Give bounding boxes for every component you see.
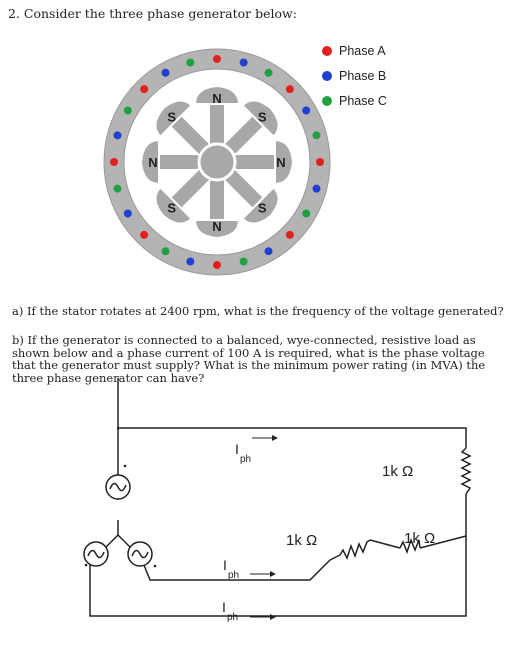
question-part-a: a) If the stator rotates at 2400 rpm, what is the frequency of the voltage generated?	[12, 304, 504, 318]
current-subscript: ph	[240, 454, 252, 465]
polarity-dot	[85, 564, 88, 567]
resistor-label-right: 1k Ω	[404, 530, 436, 547]
resistor-top	[462, 448, 470, 494]
resistor-middle	[340, 540, 370, 558]
legend-label: Phase C	[339, 93, 387, 108]
ac-source-b-icon	[84, 542, 108, 566]
pole-label: N	[212, 219, 222, 234]
current-subscript: ph	[228, 570, 240, 581]
current-symbol: I	[235, 441, 239, 457]
wire-top	[118, 428, 466, 470]
current-symbol: I	[222, 599, 226, 615]
current-subscript: ph	[227, 612, 239, 623]
current-label-bottom	[222, 599, 276, 623]
resistor-label-middle: 1k Ω	[286, 532, 318, 549]
ac-source-a-icon	[106, 475, 130, 499]
wire-res-mid	[370, 540, 400, 548]
current-label-top	[235, 435, 278, 465]
pole-label: N	[148, 155, 158, 170]
polarity-dot	[154, 565, 157, 568]
part-b-line: that the generator must supply? What is the minimum power rating (in MVA) the	[12, 358, 486, 372]
pole-label: N	[212, 91, 222, 106]
pole-label: S	[257, 109, 267, 125]
part-b-line: b) If the generator is connected to a balanced, wye-connected, resistive load as	[12, 333, 476, 347]
resistor-label-top: 1k Ω	[382, 463, 414, 480]
pole-label: S	[257, 200, 267, 216]
pole-label: S	[167, 109, 177, 125]
polarity-dot	[124, 465, 127, 468]
ac-source-c-icon	[128, 542, 152, 566]
part-b-line: shown below and a phase current of 100 A is required, what is the phase voltage	[12, 345, 485, 360]
current-label-middle	[223, 557, 276, 581]
legend-label: Phase A	[339, 43, 386, 58]
current-symbol: I	[223, 557, 227, 573]
part-b-line: three phase generator can have?	[12, 370, 205, 385]
pole-label: S	[167, 200, 177, 216]
question-title: 2. Consider the three phase generator below:	[8, 6, 297, 21]
legend-label: Phase B	[339, 68, 387, 83]
pole-label: N	[276, 155, 286, 170]
